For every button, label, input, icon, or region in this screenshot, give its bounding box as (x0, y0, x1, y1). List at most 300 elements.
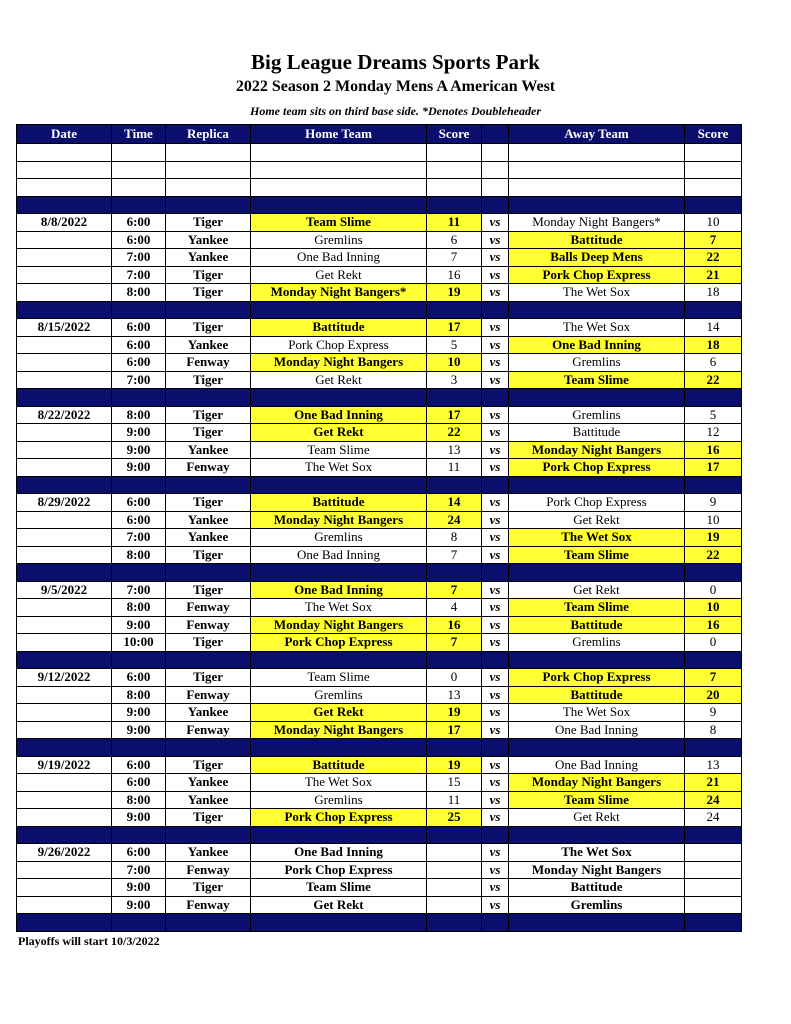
game-date: 8/29/2022 (17, 494, 112, 512)
vs-label: vs (482, 774, 509, 792)
column-header: Date (17, 125, 112, 144)
away-score: 10 (685, 599, 742, 617)
vs-label: vs (482, 231, 509, 249)
home-score: 8 (427, 529, 482, 547)
divider-cell (17, 739, 112, 757)
game-row (17, 616, 742, 634)
away-score: 7 (685, 231, 742, 249)
week-divider (17, 564, 742, 582)
divider-cell (427, 564, 482, 582)
week-divider (17, 739, 742, 757)
away-score: 18 (685, 284, 742, 302)
game-row (17, 284, 742, 302)
date-cell (17, 371, 112, 389)
date-cell (17, 861, 112, 879)
field-replica: Yankee (166, 791, 251, 809)
game-time: 9:00 (112, 896, 166, 914)
home-team: The Wet Sox (251, 459, 427, 477)
field-replica: Fenway (166, 686, 251, 704)
away-team: Team Slime (509, 371, 685, 389)
vs-label: vs (482, 791, 509, 809)
game-time: 8:00 (112, 686, 166, 704)
away-team: Battitude (509, 231, 685, 249)
game-row (17, 459, 742, 477)
game-row (17, 441, 742, 459)
game-row (17, 319, 742, 337)
game-row (17, 844, 742, 862)
game-row (17, 529, 742, 547)
away-team: Battitude (509, 424, 685, 442)
game-time: 6:00 (112, 214, 166, 232)
divider-cell (17, 564, 112, 582)
divider-cell (509, 196, 685, 214)
game-time: 6:00 (112, 511, 166, 529)
vs-label: vs (482, 844, 509, 862)
week-divider (17, 476, 742, 494)
away-team: Balls Deep Mens (509, 249, 685, 267)
away-score: 22 (685, 371, 742, 389)
date-cell (17, 791, 112, 809)
home-team: Team Slime (251, 214, 427, 232)
home-score: 11 (427, 459, 482, 477)
page-subtitle: 2022 Season 2 Monday Mens A American West (235, 78, 556, 95)
column-header: Score (427, 125, 482, 144)
divider-cell (482, 739, 509, 757)
home-score: 13 (427, 686, 482, 704)
home-team: Battitude (251, 319, 427, 337)
date-cell (17, 616, 112, 634)
home-score: 13 (427, 441, 482, 459)
home-score: 19 (427, 284, 482, 302)
divider-cell (427, 651, 482, 669)
away-team: Get Rekt (509, 809, 685, 827)
divider-cell (166, 196, 251, 214)
vs-label: vs (482, 616, 509, 634)
game-date: 8/22/2022 (17, 406, 112, 424)
field-replica: Tiger (166, 494, 251, 512)
home-score: 17 (427, 406, 482, 424)
divider-cell (509, 651, 685, 669)
game-row (17, 336, 742, 354)
home-team: Get Rekt (251, 371, 427, 389)
vs-label: vs (482, 266, 509, 284)
divider-cell (685, 914, 742, 932)
field-replica: Tiger (166, 284, 251, 302)
home-team: One Bad Inning (251, 406, 427, 424)
divider-cell (112, 564, 166, 582)
field-replica: Yankee (166, 441, 251, 459)
home-team: Get Rekt (251, 266, 427, 284)
home-score: 10 (427, 354, 482, 372)
game-time: 6:00 (112, 231, 166, 249)
week-divider (17, 914, 742, 932)
week-divider (17, 389, 742, 407)
vs-label: vs (482, 214, 509, 232)
vs-label: vs (482, 861, 509, 879)
home-score: 7 (427, 581, 482, 599)
divider-cell (482, 914, 509, 932)
home-score: 11 (427, 791, 482, 809)
date-cell (17, 879, 112, 897)
divider-cell (685, 826, 742, 844)
game-time: 6:00 (112, 669, 166, 687)
column-header (482, 125, 509, 144)
home-team: Get Rekt (251, 896, 427, 914)
home-team: Monday Night Bangers (251, 721, 427, 739)
away-score: 10 (685, 214, 742, 232)
date-cell (17, 424, 112, 442)
home-team: Gremlins (251, 686, 427, 704)
divider-cell (685, 301, 742, 319)
field-replica: Tiger (166, 319, 251, 337)
vs-label: vs (482, 669, 509, 687)
date-cell (17, 546, 112, 564)
home-score (427, 879, 482, 897)
away-team: Team Slime (509, 791, 685, 809)
away-team: Battitude (509, 879, 685, 897)
home-score: 22 (427, 424, 482, 442)
away-score: 10 (685, 511, 742, 529)
divider-cell (251, 301, 427, 319)
home-score: 7 (427, 634, 482, 652)
away-team: One Bad Inning (509, 721, 685, 739)
field-replica: Fenway (166, 896, 251, 914)
field-replica: Tiger (166, 424, 251, 442)
field-replica: Tiger (166, 371, 251, 389)
away-team: Monday Night Bangers* (509, 214, 685, 232)
game-row (17, 634, 742, 652)
game-row (17, 231, 742, 249)
home-team: Gremlins (251, 529, 427, 547)
home-score: 14 (427, 494, 482, 512)
vs-label: vs (482, 494, 509, 512)
field-replica: Tiger (166, 581, 251, 599)
divider-cell (482, 389, 509, 407)
divider-cell (685, 389, 742, 407)
away-score: 16 (685, 616, 742, 634)
away-score: 8 (685, 721, 742, 739)
divider-cell (112, 301, 166, 319)
away-score: 7 (685, 669, 742, 687)
game-row (17, 896, 742, 914)
date-cell (17, 354, 112, 372)
divider-cell (166, 826, 251, 844)
divider-cell (251, 196, 427, 214)
game-time: 8:00 (112, 546, 166, 564)
divider-cell (112, 739, 166, 757)
field-replica: Fenway (166, 616, 251, 634)
away-team: Battitude (509, 616, 685, 634)
vs-label: vs (482, 809, 509, 827)
date-cell (17, 599, 112, 617)
home-team: Pork Chop Express (251, 861, 427, 879)
divider-cell (251, 651, 427, 669)
field-replica: Fenway (166, 354, 251, 372)
field-replica: Tiger (166, 756, 251, 774)
home-score: 24 (427, 511, 482, 529)
away-score: 12 (685, 424, 742, 442)
divider-cell (509, 564, 685, 582)
divider-cell (685, 651, 742, 669)
vs-label: vs (482, 336, 509, 354)
away-team: Gremlins (509, 896, 685, 914)
field-replica: Yankee (166, 231, 251, 249)
field-replica: Yankee (166, 511, 251, 529)
divider-cell (427, 914, 482, 932)
away-team: Team Slime (509, 546, 685, 564)
vs-label: vs (482, 721, 509, 739)
away-team: The Wet Sox (509, 704, 685, 722)
away-team: Battitude (509, 686, 685, 704)
away-score: 20 (685, 686, 742, 704)
divider-cell (427, 476, 482, 494)
divider-cell (17, 476, 112, 494)
vs-label: vs (482, 406, 509, 424)
date-cell (17, 721, 112, 739)
vs-label: vs (482, 249, 509, 267)
game-time: 9:00 (112, 424, 166, 442)
home-team: Monday Night Bangers (251, 616, 427, 634)
away-team: Team Slime (509, 599, 685, 617)
home-team: Pork Chop Express (251, 809, 427, 827)
column-header: Home Team (251, 125, 427, 144)
divider-cell (509, 914, 685, 932)
away-score: 9 (685, 494, 742, 512)
divider-cell (427, 196, 482, 214)
game-row (17, 791, 742, 809)
field-replica: Tiger (166, 809, 251, 827)
away-score: 16 (685, 441, 742, 459)
home-score: 19 (427, 704, 482, 722)
divider-cell (251, 389, 427, 407)
game-time: 6:00 (112, 319, 166, 337)
divider-cell (251, 476, 427, 494)
away-team: Gremlins (509, 354, 685, 372)
field-replica: Fenway (166, 861, 251, 879)
week-divider (17, 301, 742, 319)
vs-label: vs (482, 686, 509, 704)
vs-label: vs (482, 756, 509, 774)
field-replica: Tiger (166, 634, 251, 652)
blank-row (17, 161, 742, 179)
date-cell (17, 441, 112, 459)
date-cell (17, 459, 112, 477)
game-time: 6:00 (112, 354, 166, 372)
away-score: 9 (685, 704, 742, 722)
divider-cell (482, 651, 509, 669)
game-row (17, 214, 742, 232)
game-date: 8/8/2022 (17, 214, 112, 232)
game-time: 9:00 (112, 441, 166, 459)
game-time: 8:00 (112, 791, 166, 809)
game-time: 9:00 (112, 616, 166, 634)
home-score: 19 (427, 756, 482, 774)
divider-cell (509, 826, 685, 844)
divider-cell (482, 301, 509, 319)
vs-label: vs (482, 424, 509, 442)
divider-cell (685, 476, 742, 494)
away-score (685, 861, 742, 879)
field-replica: Fenway (166, 459, 251, 477)
home-team: Team Slime (251, 441, 427, 459)
divider-cell (112, 476, 166, 494)
divider-cell (685, 196, 742, 214)
game-row (17, 581, 742, 599)
away-score: 0 (685, 581, 742, 599)
field-replica: Yankee (166, 336, 251, 354)
column-header: Score (685, 125, 742, 144)
home-score: 15 (427, 774, 482, 792)
home-score: 3 (427, 371, 482, 389)
game-row (17, 371, 742, 389)
home-score: 16 (427, 266, 482, 284)
date-cell (17, 284, 112, 302)
divider-cell (427, 301, 482, 319)
away-score: 18 (685, 336, 742, 354)
game-time: 6:00 (112, 336, 166, 354)
home-score: 17 (427, 721, 482, 739)
away-score: 13 (685, 756, 742, 774)
away-score: 24 (685, 791, 742, 809)
divider-cell (509, 476, 685, 494)
divider-cell (251, 739, 427, 757)
away-team: The Wet Sox (509, 529, 685, 547)
vs-label: vs (482, 284, 509, 302)
date-cell (17, 896, 112, 914)
game-time: 6:00 (112, 774, 166, 792)
game-time: 6:00 (112, 844, 166, 862)
divider-cell (251, 826, 427, 844)
divider-cell (166, 476, 251, 494)
column-header: Away Team (509, 125, 685, 144)
field-replica: Fenway (166, 599, 251, 617)
away-team: Pork Chop Express (509, 459, 685, 477)
away-score: 19 (685, 529, 742, 547)
game-date: 8/15/2022 (17, 319, 112, 337)
away-team: The Wet Sox (509, 844, 685, 862)
divider-cell (17, 826, 112, 844)
away-team: The Wet Sox (509, 284, 685, 302)
game-time: 9:00 (112, 459, 166, 477)
vs-label: vs (482, 634, 509, 652)
home-score: 11 (427, 214, 482, 232)
game-row (17, 494, 742, 512)
away-team: Pork Chop Express (509, 669, 685, 687)
vs-label: vs (482, 511, 509, 529)
date-cell (17, 774, 112, 792)
vs-label: vs (482, 879, 509, 897)
away-team: Gremlins (509, 634, 685, 652)
home-score: 25 (427, 809, 482, 827)
week-divider (17, 826, 742, 844)
game-row (17, 686, 742, 704)
game-date: 9/12/2022 (17, 669, 112, 687)
playoffs-note: Playoffs will start 10/3/2022 (18, 934, 160, 948)
divider-cell (166, 739, 251, 757)
away-score: 17 (685, 459, 742, 477)
date-cell (17, 686, 112, 704)
divider-cell (166, 564, 251, 582)
week-divider (17, 651, 742, 669)
home-team: One Bad Inning (251, 546, 427, 564)
home-team: Monday Night Bangers (251, 354, 427, 372)
divider-cell (112, 651, 166, 669)
game-row (17, 266, 742, 284)
blank-row (17, 179, 742, 197)
game-time: 8:00 (112, 284, 166, 302)
blank-row (17, 144, 742, 162)
divider-cell (427, 739, 482, 757)
game-row (17, 546, 742, 564)
game-time: 9:00 (112, 879, 166, 897)
divider-cell (685, 739, 742, 757)
table-header-row (17, 125, 742, 144)
away-score (685, 844, 742, 862)
schedule-table (16, 124, 742, 932)
divider-cell (509, 739, 685, 757)
home-team: Monday Night Bangers (251, 511, 427, 529)
away-team: Pork Chop Express (509, 266, 685, 284)
divider-cell (251, 914, 427, 932)
vs-label: vs (482, 441, 509, 459)
field-replica: Tiger (166, 266, 251, 284)
field-replica: Tiger (166, 879, 251, 897)
away-score: 22 (685, 546, 742, 564)
vs-label: vs (482, 546, 509, 564)
away-score: 21 (685, 266, 742, 284)
vs-label: vs (482, 319, 509, 337)
field-replica: Tiger (166, 546, 251, 564)
divider-cell (112, 196, 166, 214)
home-score: 0 (427, 669, 482, 687)
home-score (427, 844, 482, 862)
game-time: 8:00 (112, 406, 166, 424)
field-replica: Yankee (166, 844, 251, 862)
divider-cell (166, 914, 251, 932)
home-team: Pork Chop Express (251, 634, 427, 652)
date-cell (17, 249, 112, 267)
game-row (17, 249, 742, 267)
field-replica: Tiger (166, 669, 251, 687)
date-cell (17, 634, 112, 652)
away-team: Get Rekt (509, 581, 685, 599)
divider-cell (685, 564, 742, 582)
game-time: 10:00 (112, 634, 166, 652)
date-cell (17, 511, 112, 529)
home-score (427, 896, 482, 914)
field-replica: Fenway (166, 721, 251, 739)
game-row (17, 599, 742, 617)
game-time: 8:00 (112, 599, 166, 617)
away-score: 14 (685, 319, 742, 337)
week-divider (17, 196, 742, 214)
date-cell (17, 231, 112, 249)
divider-cell (17, 196, 112, 214)
game-row (17, 704, 742, 722)
away-score: 5 (685, 406, 742, 424)
home-team: One Bad Inning (251, 581, 427, 599)
divider-cell (251, 564, 427, 582)
game-row (17, 721, 742, 739)
vs-label: vs (482, 371, 509, 389)
schedule-body (17, 144, 742, 932)
away-score (685, 879, 742, 897)
divider-cell (427, 826, 482, 844)
home-team: Team Slime (251, 879, 427, 897)
field-replica: Tiger (166, 406, 251, 424)
home-team: Team Slime (251, 669, 427, 687)
away-score: 6 (685, 354, 742, 372)
